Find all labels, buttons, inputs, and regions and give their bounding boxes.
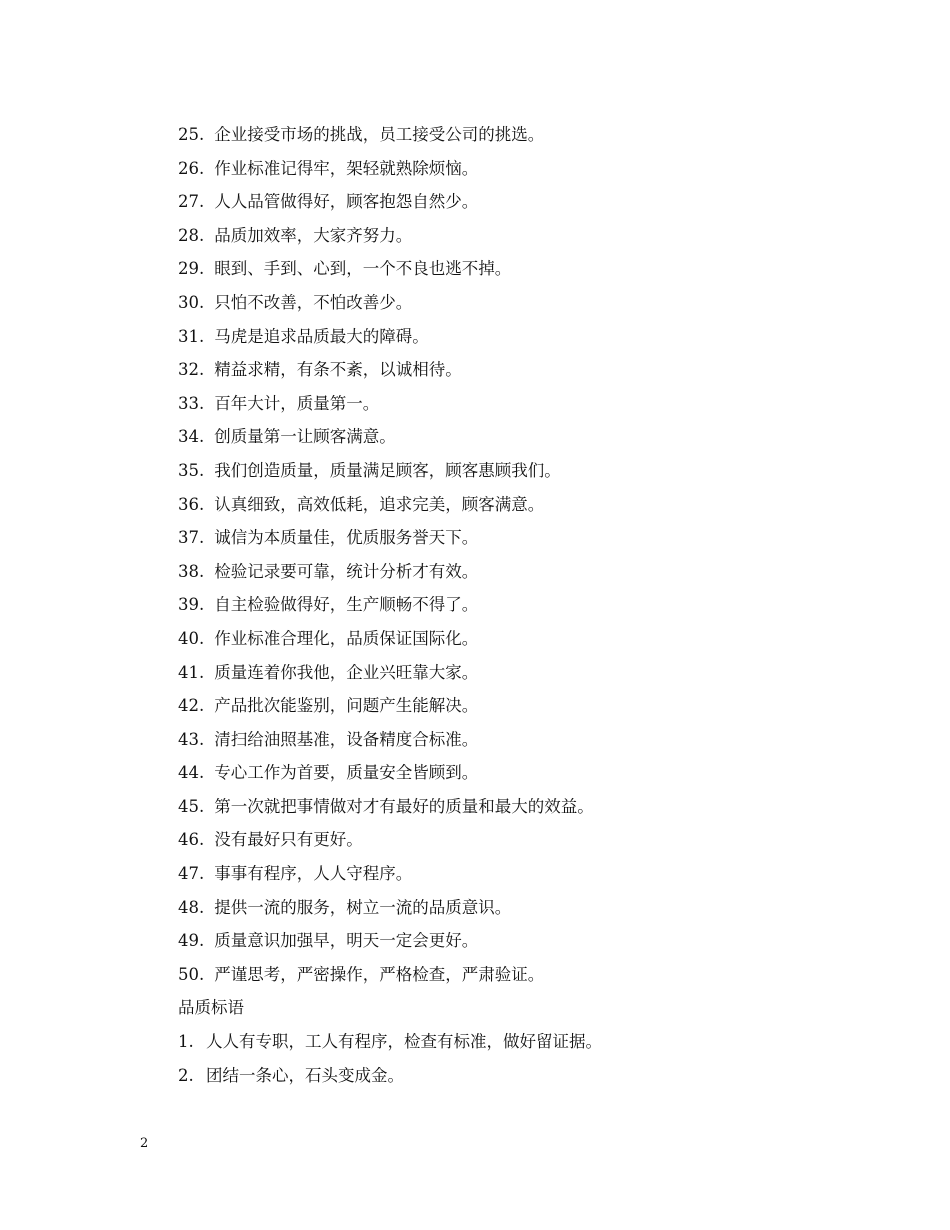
item-text: 第一次就把事情做对才有最好的质量和最大的效益。 bbox=[214, 796, 594, 816]
item-number: 37. bbox=[178, 528, 205, 548]
list-item bbox=[178, 219, 898, 253]
list-item bbox=[178, 118, 898, 152]
list-item bbox=[178, 857, 898, 891]
list-item bbox=[178, 924, 898, 958]
item-number: 2. bbox=[178, 1065, 194, 1085]
item-number: 47. bbox=[178, 864, 205, 884]
item-text: 产品批次能鉴别，问题产生能解决。 bbox=[214, 696, 479, 716]
list-item bbox=[178, 387, 898, 421]
list-item bbox=[178, 823, 898, 857]
item-number: 39. bbox=[178, 595, 205, 615]
item-number: 33. bbox=[178, 393, 205, 413]
item-number: 26. bbox=[178, 158, 205, 178]
item-number: 43. bbox=[178, 729, 205, 749]
list-item bbox=[178, 756, 898, 790]
item-number: 50. bbox=[178, 964, 205, 984]
item-text: 眼到、手到、心到，一个不良也逃不掉。 bbox=[214, 259, 512, 279]
item-text: 企业接受市场的挑战，员工接受公司的挑选。 bbox=[214, 125, 545, 144]
item-text: 质量意识加强早，明天一定会更好。 bbox=[214, 931, 479, 951]
item-number: 38. bbox=[178, 561, 205, 581]
list-item bbox=[178, 1059, 898, 1093]
list-item bbox=[178, 488, 898, 522]
item-text: 只怕不改善，不怕改善少。 bbox=[214, 292, 413, 312]
item-text: 清扫给油照基准，设备精度合标准。 bbox=[214, 729, 479, 749]
list-item bbox=[178, 454, 898, 488]
item-number: 28. bbox=[178, 225, 205, 245]
item-number: 41. bbox=[178, 662, 205, 682]
item-number: 49. bbox=[178, 931, 205, 951]
list-item bbox=[178, 152, 898, 186]
item-text: 团结一条心，石头变成金。 bbox=[206, 1065, 404, 1085]
item-number: 31. bbox=[178, 326, 205, 346]
item-text: 自主检验做得好，生产顺畅不得了。 bbox=[214, 595, 479, 615]
list-item bbox=[178, 958, 898, 992]
item-text: 诚信为本质量佳，优质服务誉天下。 bbox=[214, 528, 479, 548]
item-text: 人人品管做得好，顾客抱怨自然少。 bbox=[214, 192, 479, 212]
item-text: 认真细致，高效低耗，追求完美，顾客满意。 bbox=[214, 494, 545, 514]
item-number: 27. bbox=[178, 192, 205, 212]
list-item bbox=[178, 891, 898, 925]
item-text: 提供一流的服务，树立一流的品质意识。 bbox=[214, 897, 512, 917]
item-number: 32. bbox=[178, 360, 205, 380]
item-number: 36. bbox=[178, 494, 205, 514]
item-text: 精益求精，有条不紊，以诚相待。 bbox=[214, 360, 462, 380]
page-number: 2 bbox=[140, 1136, 149, 1151]
item-number: 40. bbox=[178, 628, 205, 648]
item-text: 创质量第一让顾客满意。 bbox=[214, 427, 396, 447]
item-text: 百年大计，质量第一。 bbox=[214, 393, 380, 413]
item-number: 29. bbox=[178, 259, 205, 279]
item-text: 质量连着你我他，企业兴旺靠大家。 bbox=[214, 662, 479, 682]
item-text: 专心工作为首要，质量安全皆顾到。 bbox=[214, 763, 479, 783]
item-text: 品质加效率，大家齐努力。 bbox=[214, 225, 413, 245]
item-number: 44. bbox=[178, 763, 205, 783]
item-text: 作业标准记得牢，架轻就熟除烦恼。 bbox=[214, 158, 479, 178]
item-number: 42. bbox=[178, 696, 205, 716]
list-item bbox=[178, 689, 898, 723]
list-item bbox=[178, 521, 898, 555]
item-number: 46. bbox=[178, 830, 205, 850]
page-content bbox=[178, 118, 898, 1092]
item-text: 我们创造质量，质量满足顾客，顾客惠顾我们。 bbox=[214, 460, 561, 480]
list-item bbox=[178, 286, 898, 320]
list-item bbox=[178, 420, 898, 454]
item-text: 没有最好只有更好。 bbox=[214, 830, 363, 850]
item-number: 30. bbox=[178, 292, 205, 312]
list-item bbox=[178, 790, 898, 824]
item-number: 1. bbox=[178, 1032, 194, 1052]
list-item bbox=[178, 185, 898, 219]
item-number: 48. bbox=[178, 897, 205, 917]
list-item bbox=[178, 1025, 898, 1059]
item-text: 人人有专职，工人有程序，检查有标准，做好留证据。 bbox=[206, 1032, 602, 1052]
section-heading: 品质标语 bbox=[178, 998, 244, 1018]
list-item bbox=[178, 353, 898, 387]
list-item bbox=[178, 555, 898, 589]
list-item bbox=[178, 622, 898, 656]
item-text: 检验记录要可靠，统计分析才有效。 bbox=[214, 561, 479, 581]
item-text: 事事有程序，人人守程序。 bbox=[214, 864, 413, 884]
item-number: 35. bbox=[178, 460, 205, 480]
list-item bbox=[178, 320, 898, 354]
item-text: 作业标准合理化，品质保证国际化。 bbox=[214, 628, 479, 648]
item-text: 严谨思考，严密操作，严格检查，严肃验证。 bbox=[214, 964, 545, 984]
slogan-list bbox=[178, 118, 898, 991]
list-item bbox=[178, 723, 898, 757]
list-item bbox=[178, 588, 898, 622]
item-text: 马虎是追求品质最大的障碍。 bbox=[214, 326, 429, 346]
section-slogan-list bbox=[178, 1025, 898, 1092]
item-number: 25. bbox=[178, 125, 205, 144]
list-item bbox=[178, 656, 898, 690]
list-item bbox=[178, 252, 898, 286]
item-number: 45. bbox=[178, 796, 205, 816]
item-number: 34. bbox=[178, 427, 205, 447]
